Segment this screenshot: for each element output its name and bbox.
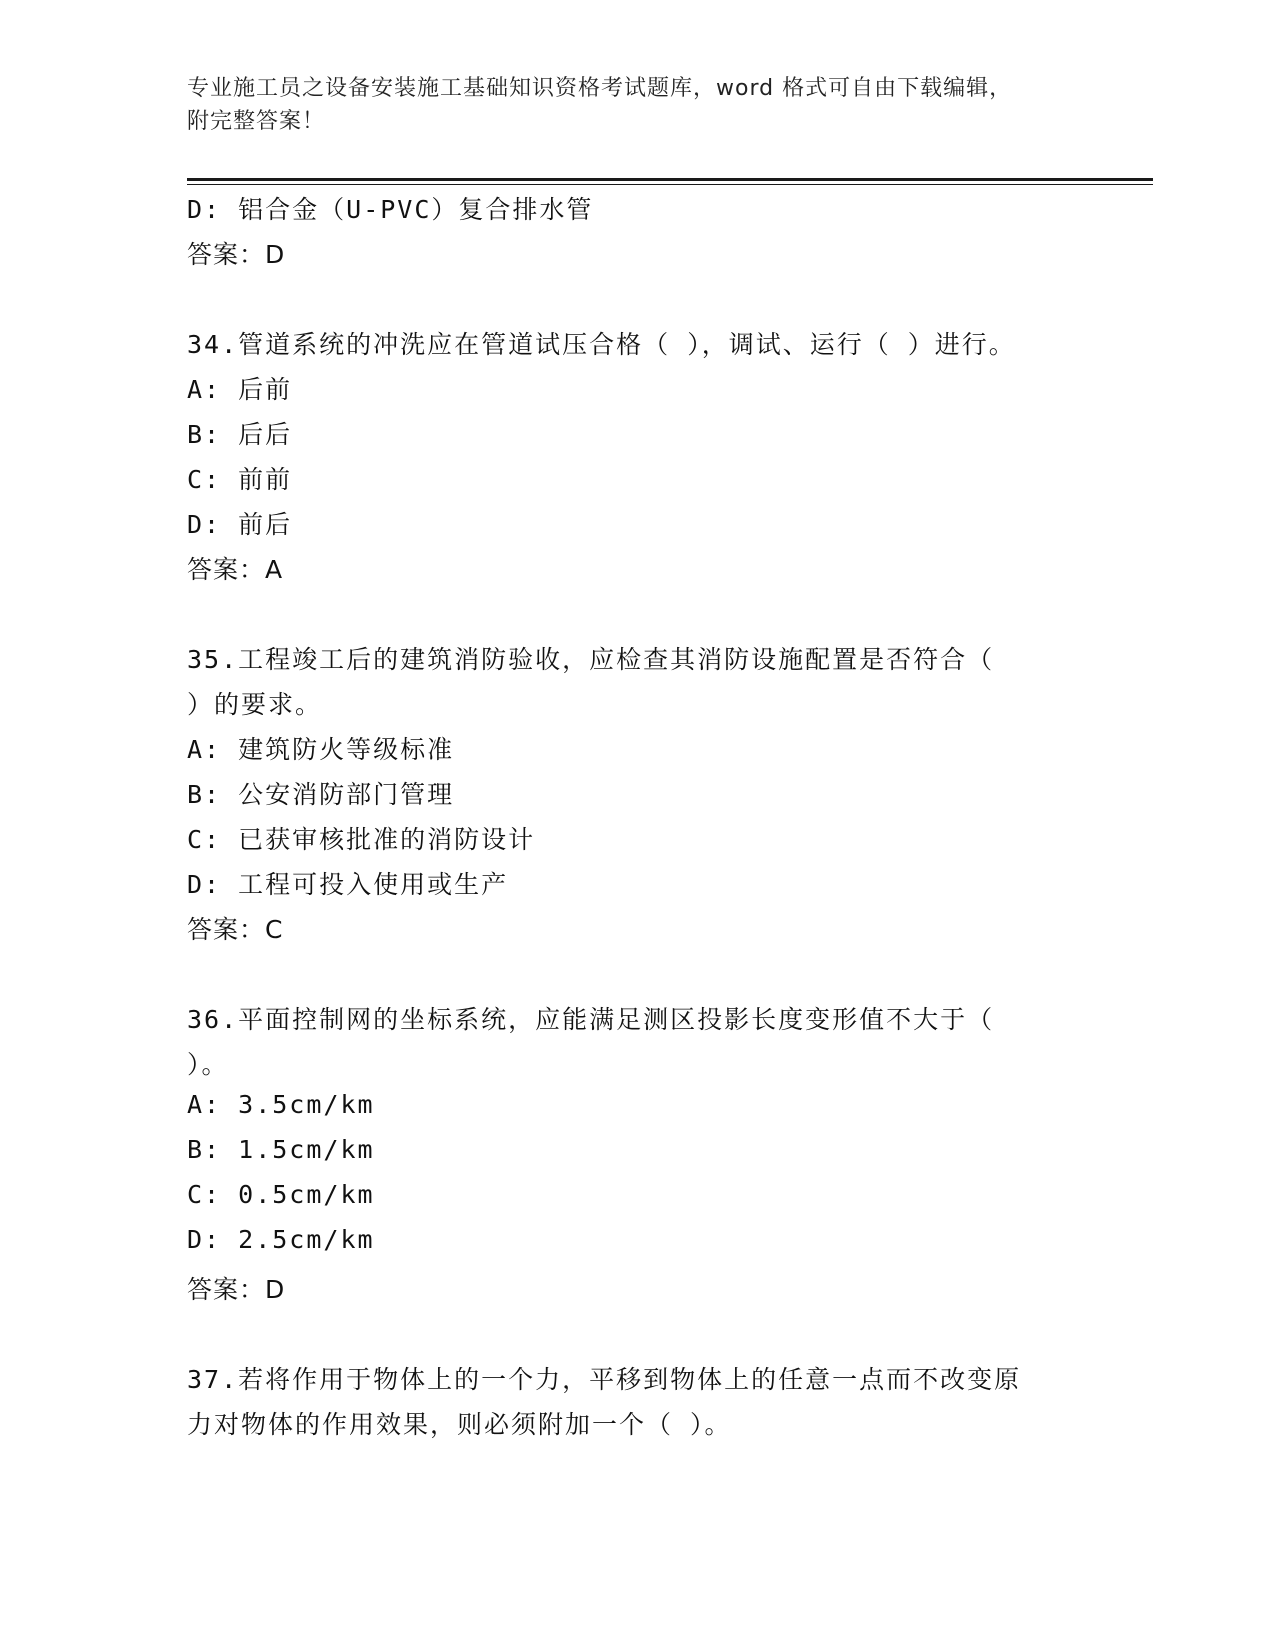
header-rule-thin bbox=[187, 184, 1153, 185]
q36-stem-line-1: 36.平面控制网的坐标系统，应能满足测区投影长度变形值不大于（ bbox=[187, 1005, 995, 1034]
prev-answer: 答案：D bbox=[187, 240, 286, 269]
q35-option-c: C: 已获审核批准的消防设计 bbox=[187, 825, 536, 854]
q35-option-d: D: 工程可投入使用或生产 bbox=[187, 870, 509, 899]
q37-stem-line-2: 力对物体的作用效果，则必须附加一个（ ）。 bbox=[187, 1410, 732, 1439]
q35-stem-line-2: ）的要求。 bbox=[187, 690, 323, 719]
q34-option-c: C: 前前 bbox=[187, 465, 293, 494]
q35-answer: 答案：C bbox=[187, 915, 284, 944]
header-line-1: 专业施工员之设备安装施工基础知识资格考试题库，word 格式可自由下载编辑， bbox=[187, 76, 1013, 101]
q35-option-a: A: 建筑防火等级标准 bbox=[187, 735, 455, 764]
q36-stem-line-2: ）。 bbox=[187, 1050, 229, 1079]
q36-answer: 答案：D bbox=[187, 1275, 286, 1304]
q36-option-c: C: 0.5cm/km bbox=[187, 1180, 375, 1209]
q37-stem-line-1: 37.若将作用于物体上的一个力，平移到物体上的任意一点而不改变原 bbox=[187, 1365, 1022, 1394]
q35-option-b: B: 公安消防部门管理 bbox=[187, 780, 455, 809]
q34-option-b: B: 后后 bbox=[187, 420, 293, 449]
q34-option-d: D: 前后 bbox=[187, 510, 293, 539]
q36-option-d: D: 2.5cm/km bbox=[187, 1225, 375, 1254]
q36-option-b: B: 1.5cm/km bbox=[187, 1135, 375, 1164]
q36-option-a: A: 3.5cm/km bbox=[187, 1090, 375, 1119]
q34-stem: 34.管道系统的冲洗应在管道试压合格（ ），调试、运行（ ）进行。 bbox=[187, 330, 1016, 359]
prev-option-d: D: 铝合金（U-PVC）复合排水管 bbox=[187, 195, 594, 224]
header-line-2: 附完整答案！ bbox=[187, 109, 326, 134]
header-rule-thick bbox=[187, 178, 1153, 181]
q34-answer: 答案：A bbox=[187, 555, 284, 584]
q35-stem-line-1: 35.工程竣工后的建筑消防验收，应检查其消防设施配置是否符合（ bbox=[187, 645, 995, 674]
q34-option-a: A: 后前 bbox=[187, 375, 293, 404]
page-header bbox=[187, 72, 1067, 138]
